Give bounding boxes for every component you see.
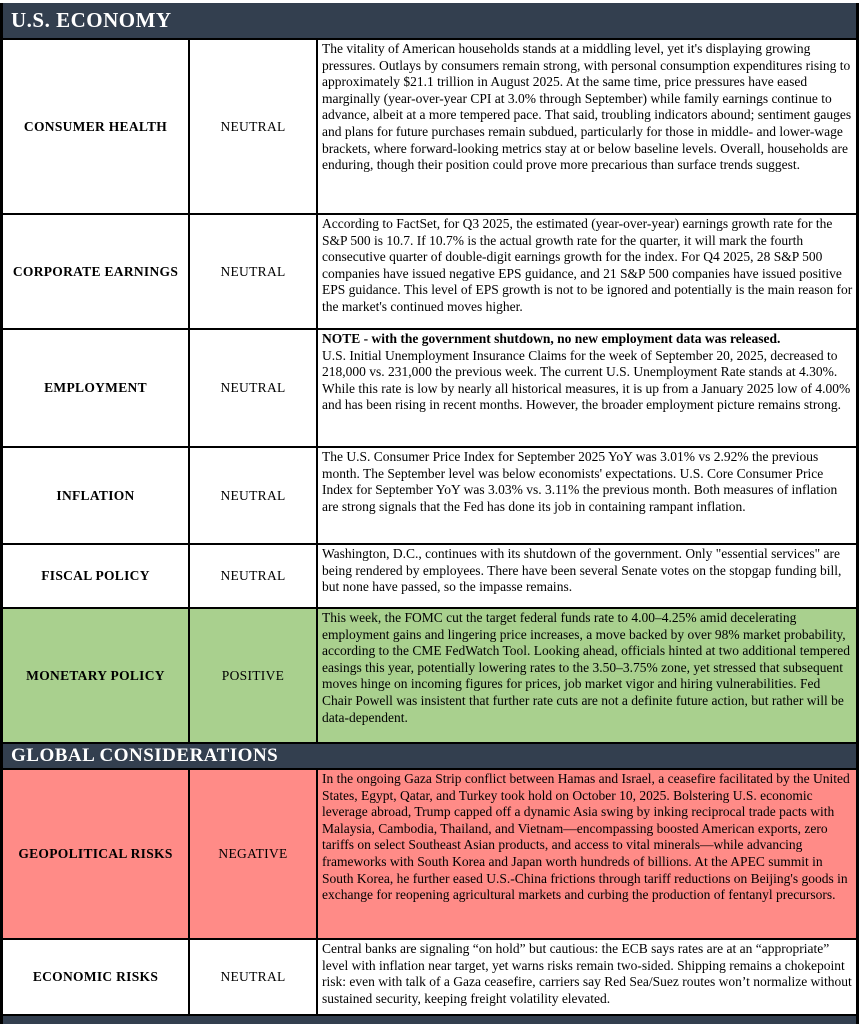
next-section-header-partial <box>3 1014 856 1024</box>
table-row-fiscal-policy <box>3 543 856 607</box>
category-cell: INFLATION <box>3 448 190 543</box>
category-cell: EMPLOYMENT <box>3 330 190 446</box>
description-cell <box>318 770 856 938</box>
table-row-inflation <box>3 446 856 543</box>
description-text: This week, the FOMC cut the target federal funds rate to 4.00–4.25% amid decelerating employment gains and lingering price increases, a move backed by over 98% market probability, according to the CME FedWatch Tool. Looking ahead, officials hinted at two additional tempered easings this year, potentially lowering rates to the 3.50–3.75% zone, yet stressed that subsequent moves hinge on incoming figures for prices, job market vigor and hiring vulnerabilities. Fed Chair Powell was insistent that further rate cuts are not a definite future action, but rather will be data-dependent. <box>322 610 850 725</box>
description-cell <box>318 448 856 543</box>
description-text: Washington, D.C., continues with its shutdown of the government. Only "essential services" are being rendered by employees. There have been several Senate votes on the stopgap funding bill, but none have passed, so the impasse remains. <box>322 546 842 595</box>
table-row-employment <box>3 328 856 446</box>
description-text: Central banks are signaling “on hold” but cautious: the ECB says rates are at an “appropriate” level with inflation near target, yet warns risks remain two-sided. Shipping remains a chokepoint risk: even with talk of a Gaza ceasefire, carriers say Red Sea/Suez routes won’t normalize without sustained security, keeping freight volatility elevated. <box>322 941 852 1006</box>
description-cell <box>318 940 856 1014</box>
description-bold-lead: NOTE - with the government shutdown, no new employment data was released. <box>322 331 781 346</box>
status-badge: NEUTRAL <box>190 215 318 328</box>
status-badge: NEUTRAL <box>190 545 318 607</box>
status-badge: NEUTRAL <box>190 448 318 543</box>
description-cell <box>318 215 856 328</box>
section-header-global-considerations <box>3 742 856 768</box>
table-row-corporate-earnings <box>3 213 856 328</box>
category-cell: FISCAL POLICY <box>3 545 190 607</box>
status-badge: NEUTRAL <box>190 940 318 1014</box>
description-text: U.S. Initial Unemployment Insurance Claims for the week of September 20, 2025, decreased to 218,000 vs. 231,000 the previous week. The current U.S. Unemployment Rate stands at 4.30%. While this rate is low by nearly all historical measures, it is up from a January 2025 low of 4.00% and has been rising in recent months. However, the broader employment picture remains strong. <box>322 347 851 413</box>
category-cell: GEOPOLITICAL RISKS <box>3 770 190 938</box>
category-cell: CONSUMER HEALTH <box>3 40 190 213</box>
category-cell: CORPORATE EARNINGS <box>3 215 190 328</box>
description-text: According to FactSet, for Q3 2025, the estimated (year-over-year) earnings growth rate for the S&P 500 is 10.7. If 10.7% is the actual growth rate for the quarter, it will mark the fourth consecutive quarter of double-digit earnings growth for the index. For Q4 2025, 28 S&P 500 companies have issued negative EPS guidance, and 21 S&P 500 companies have issued positive EPS guidance. This level of EPS growth is not to be ignored and potentially is the main reason for the market's continued moves higher. <box>322 216 853 314</box>
description-text: In the ongoing Gaza Strip conflict between Hamas and Israel, a ceasefire facilitated by the United States, Egypt, Qatar, and Turkey took hold on October 10, 2025. Bolstering U.S. economic leverage abroad, Trump capped off a dynamic Asia swing by inking reciprocal trade pacts with Malaysia, Cambodia, Thailand, and Vietnam—encompassing boosted American exports, zero tariffs on select Southeast Asian products, and access to vital minerals—while advancing frameworks with South Korea and Japan worth hundreds of billions. At the APEC summit in South Korea, he further eased U.S.-China frictions through tariff reductions on Beijing's goods in exchange for reopening agricultural markets and curbing the production of fentanyl precursors. <box>322 771 850 903</box>
table-row-monetary-policy <box>3 607 856 742</box>
table-row-geopolitical-risks <box>3 768 856 938</box>
status-badge: NEUTRAL <box>190 330 318 446</box>
description-text: The vitality of American households stands at a middling level, yet it's displaying growing pressures. Outlays by consumers remain strong, with personal consumption expenditures rising to approximately $21.1 trillion in August 2025. At the same time, price pressures have eased marginally (year-over-year CPI at 3.0% through September) while family earnings continue to advance, albeit at a more tempered pace. That said, troubling indicators abound; sentiment gauges and plans for future purchases remain subdued, particularly for those in middle- and lower-wage brackets, where forward-looking metrics stay at or below baseline levels. Overall, households are enduring, though their position could prove more precarious than surface trends suggest. <box>322 41 852 173</box>
description-cell <box>318 545 856 607</box>
table-row-consumer-health <box>3 38 856 213</box>
description-cell <box>318 330 856 446</box>
status-badge: NEGATIVE <box>190 770 318 938</box>
table-row-economic-risks <box>3 938 856 1014</box>
description-cell <box>318 40 856 213</box>
category-cell: MONETARY POLICY <box>3 609 190 742</box>
economy-report-table <box>0 3 859 1024</box>
section-title: GLOBAL CONSIDERATIONS <box>11 745 279 766</box>
status-badge: POSITIVE <box>190 609 318 742</box>
category-cell: ECONOMIC RISKS <box>3 940 190 1014</box>
description-cell <box>318 609 856 742</box>
section-title: U.S. ECONOMY <box>11 8 172 32</box>
section-header-us-economy <box>3 3 856 38</box>
description-text: The U.S. Consumer Price Index for September 2025 YoY was 3.01% vs 2.92% the previous month. The September level was below economists' expectations. U.S. Core Consumer Price Index for September YoY was 3.03% vs. 3.11% the previous month. Both measures of inflation are strong signals that the Fed has done its job in containing rampant inflation. <box>322 449 838 514</box>
status-badge: NEUTRAL <box>190 40 318 213</box>
